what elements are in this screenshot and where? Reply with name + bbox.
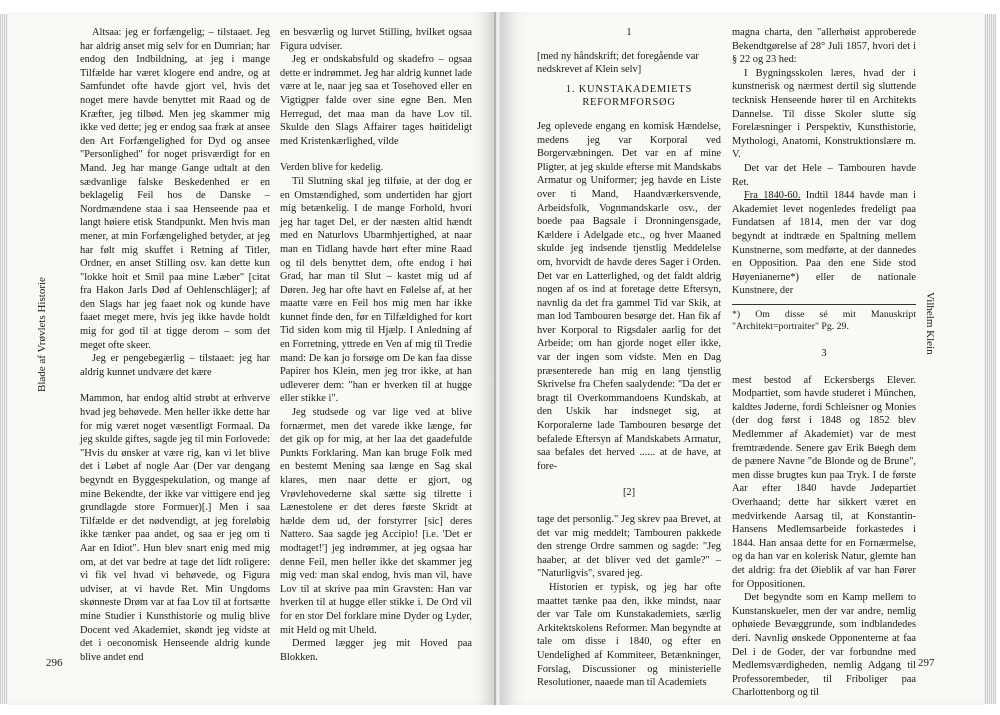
paragraph: Jeg studsede og var lige ved at blive fornærmet, men det varede ikke længe, før det gik op for mig, at her laa det gaadefulde Punkts Forklaring. Man kan bruge Folk med en bestemt Mening saa længe en Sag skal klares, men naar dette er gjort, og Vrøvlehovederne skal sætte sig tilrette i Lænestolene er det deres første Skridt at hælde dem ud, der forstyrrer [sic] deres Nattero. Saa sagde jeg Accipio! [i.e. 'Det er modtaget!'] jeg indrømmer, at jeg ogsaa har denne Feil, men heller ikke det skammer jeg mig ved: man skal endog, hvis man vil, have Lov til at skrive paa min Gravsten: Han var hverken til at hugge eller stikke i. De Ord vil for en stor Del forklare mine Dyder og Lyder, mit Held og mit Uheld. [280,407,472,636]
manuscript-page-marker: [2] [622,487,636,499]
right-page-column-1 [537,26,721,690]
manuscript-page-marker: 3 [821,348,827,360]
period-heading: Fra 1840-60. [744,190,801,202]
quoted-regulation: I Bygningsskolen læres, hvad der i kunstnerisk og nærmest dertil sig sluttende tecknisk Henseende hører til en Architekts Dannelse. Til disse Skoler slutte sig Forelæsninger i Perspektiv, Kunsthistorie, Mythologi, Anatomi, Konstruktionslære m. V. [732,67,916,161]
running-head-right: Vilhelm Klein [924,292,936,355]
paragraph: Verden blive for kedelig. [280,162,384,174]
section-heading-line-1: 1. KUNSTAKADEMIETS [565,83,693,95]
paragraph: Dermed lægger jeg mit Hoved paa Blokken. [280,638,472,663]
page-number-left: 296 [46,657,63,669]
paragraph-text: Indtil 1844 havde man i Akademiet levet nogenledes fredeligt paa Fundatsen af 1814, men der var dog begyndt at indtræde en Spaltning mellem Kunstnerne, som medførte, at der dannedes en Opposition. Paa den ene Side stod Høyenianerne*) eller de nationale Kunstnere, der [732,190,916,297]
right-page-column-2 [732,26,916,700]
paragraph: Jeg er pengebegærlig – tilstaaet: jeg har aldrig kunnet undvære det kære [80,353,270,378]
paragraph: Altsaa: jeg er forfængelig; – tilstaaet. Jeg har aldrig anset mig selv for en Dumrian; har endog den Indbildning, at jeg i mange Tilfælde har været klogere end andre, og at Samfundet ofte havde gjort vel, hvis det noget mere havde benyttet mit Raad og de Kræfter, jeg tilbød. Men jeg skammer mig ikke ved dette; jeg er endog saa fræk at ansee den Art Forfængelighed for Dyd og ansee "Personlighed" for noget prisværdigt for en Mand. Jeg har mange Gange udtalt at den sædvanlige falske Beskedenhed er en beklagelig Feil hos de Danske – Nordmændene staa i saa Henseende paa et langt høiere etisk Standpunkt. Men hvis man mener, at min Forfængelighed betyder, at jeg har følt mig skuffet i Retning af Titler, Ordner, en anset Stilling osv. kan dette kun "lokke hoit et Smil paa mine Læber" [citat fra Hakon Jarls Død af Oehlenschläger]; af den Slags har jeg faaet nok og kunde have faaet meget mere, hvis jeg ikke havde holdt mig for god til at tigge derom – som det meget ofte skeer. [80,27,270,351]
paragraph: Det var det Hele – Tambouren havde Ret. [732,162,916,188]
footnote-rule [732,304,916,305]
paragraph: Det begyndte som en Kamp mellem to Kunstanskueler, men der var andre, nemlig ophøiede Bevæggrunde, som indblandedes deri. Navnlig ønskede Opponenterne at faa Del i de Goder, der var forbundne med Medlemsværdigheden, nemlig Adgang til Professorembeder, til Friboliger paa Charlottenborg og til [732,592,916,699]
paragraph: magna charta, den "allerhøist approberede Bekendtgørelse af 28° Juli 1857, hvori det i § 22 og 23 hed: [732,27,916,66]
paragraph: mest bestod af Eckersbergs Elever. Modpartiet, som havde studeret i München, kaldtes Jøderne, fordi Schleisner og Monies (der dog først i 1848 og 1852 blev Medlemmer af Akademiet) var de mest fremtrædende. Senere gav Erik Bøegh dem de pænere Navne "de Blonde og de Brune", men disse brugtes kun paa Tryk. I de første Aar efter 1840 havde Jødepartiet Overhaand; dette har sikkert været en medvirkende Aarsag til, at Konstantin-Hansens Medlemsarbeide forkastedes i 1844. Han ansaa dette for en Fornærmelse, og da han var en kolerisk Natur, glemte han det aldrig: fra det Øieblik af var han Fører for Oppositionen. [732,374,916,590]
paragraph: Mammon, har endog altid strøbt at erhverve hvad jeg behøvede. Men heller ikke dette har for mig været noget væsentligt Formaal. Da jeg skulde giftes, sagde jeg til min Forlovede: "Hvis du ønsker at være rig, kan vi let blive det i Løbet af nogle Aar (Der var dengang begyndt en Byggespekulation, og mange af mine Bekendte, der ikke var vittigere end jeg grundlagde store Formuer)[.] Men i saa Tilfælde er det nødvendigt, at jeg foreløbig ikke tænker paa andet, og saa er jeg om ti Aar en Idiot". Hun blev snart enig med mig om, at det var bedre at tage det lidt roligere: vi fik vel hvad vi behøvede, og Figura udviser, at vi havde Ret. Min Ungdoms skønneste Drøm var at faa Lov til at fortsætte mine Studier i Kunsthistorie og mulig blive Docent ved Akademiet, skøndt jeg vidste at det i oeconomisk Henseende aldrig kunde blive andet end [80,393,270,663]
paragraph: tage det personlig." Jeg skrev paa Brevet, at det var mig meddelt; Tambouren pakkede den strenge Ordre sammen og sagde: "Jeg haaber, at det bliver ved det gamle?" – "Naturligvis", svared jeg. [537,514,721,580]
paragraph [732,189,916,298]
paragraph: Til Slutning skal jeg tilføie, at der dog er en Omstændighed, som undertiden har gjort mig betænkelig. I de mange Forhold, hvori jeg har taget Del, er der næsten altid hændt med en Naturlovs Ubarmhjertighed, at naar man en Tidlang havde hørt efter mine Raad og til dels benyttet dem, ofte endog i høi Grad, har man til Slut – kastet mig ud af Døren. Jeg har ofte havt en Følelse af, at her maatte være en Feil hos mig men har ikke kunnet finde den, før en Tilfældighed for kort Tid siden kom mig til Hjælp. I Anledning af en Forretning, yttrede en Ven af mig til Tredie mand: De kan jo forsøge om De kan faa disse Papirer hos Klein, men jeg tror ikke, at han udleverer dem: "han er hverken til at hugge eller stikke i". [280,175,472,405]
page-edges-right [984,14,996,704]
editorial-note: [med ny håndskrift; det foregående var nedskrevet af Klein selv] [537,50,699,76]
left-page-column-1 [80,26,270,664]
paragraph: Jeg er ondskabsfuld og skadefro – ogsaa dette er indrømmet. Jeg har aldrig kunnet lade være at le, naar jeg saa et Tosehoved eller en Vigtigper falde over sine egne Ben. Men Herregud, det maa man da have Lov til. Skulde den Slags Affairer tages høitideligt med Kristenkærlighed, vilde [280,54,472,147]
section-heading [537,83,721,110]
footnote: *) Om disse sé mit Manuskript "Architekt=portraiter" Pg. 29. [732,308,916,333]
paragraph: Historien er typisk, og jeg har ofte maattet tænke paa den, ikke mindst, naar der var Tale om Kunstakademiets, særlig Arkitektskolens Reformer. Man begyndte at tale om disse i 1840, og efter en Uendelighed af Kommiteer, Betænkninger, Forslag, Discussioner og ministerielle Resolutioner, naaede man til Academiets [537,581,721,689]
page-number-right: 297 [918,657,935,669]
running-head-left: Blade af Vrøvlets Historie [36,277,48,392]
paragraph: Jeg oplevede engang en komisk Hændelse, medens jeg var Korporal ved Borgervæbningen. Det var en af mine Pligter, at jeg skulde efterse mit Mandskabs Armatur og Uniformer; jeg havde en Liste over ti Mand, Haandværkersvende, Arbeidsfolk, Vognmandskarle osv., der boede paa Bagsale i Dronningensgade, Kældere i Adelgade etc., og hver Maaned skulde jeg indsende tjenstlig Meddelelse om, hvorvidt de havde deres Sager i Orden. Det var en Latterlighed, og det faldt aldrig nogen af os ind at foretage dette Eftersyn, navnlig da det fra gammel Tid var Skik, at man lod Tambouren besørge det. Han fik af hver Korporal to Rigsdaler aarlig for det Arbeide; om han gjorde noget eller ikke, var der ingen som vidste. Men en Dag præsenterede han mig en lang tjenstlig Skrivelse fra Chefen saalydende: "Da det er bragt til Overkommandoens Kundskab, at den Uskik har indsneget sig, at Korporalerne lade Tambouren besørge det befalede Eftersyn af Mandskabets Armatur, saa befales det herved ...... at de have, at fore- [537,120,721,472]
manuscript-page-marker: 1 [626,27,632,38]
page-edges-left [0,14,8,704]
section-heading-line-2: REFORMFORSØG [582,97,676,109]
paragraph: en besværlig og lurvet Stilling, hvilket ogsaa Figura udviser. [280,27,472,52]
left-page-column-2 [280,26,472,664]
